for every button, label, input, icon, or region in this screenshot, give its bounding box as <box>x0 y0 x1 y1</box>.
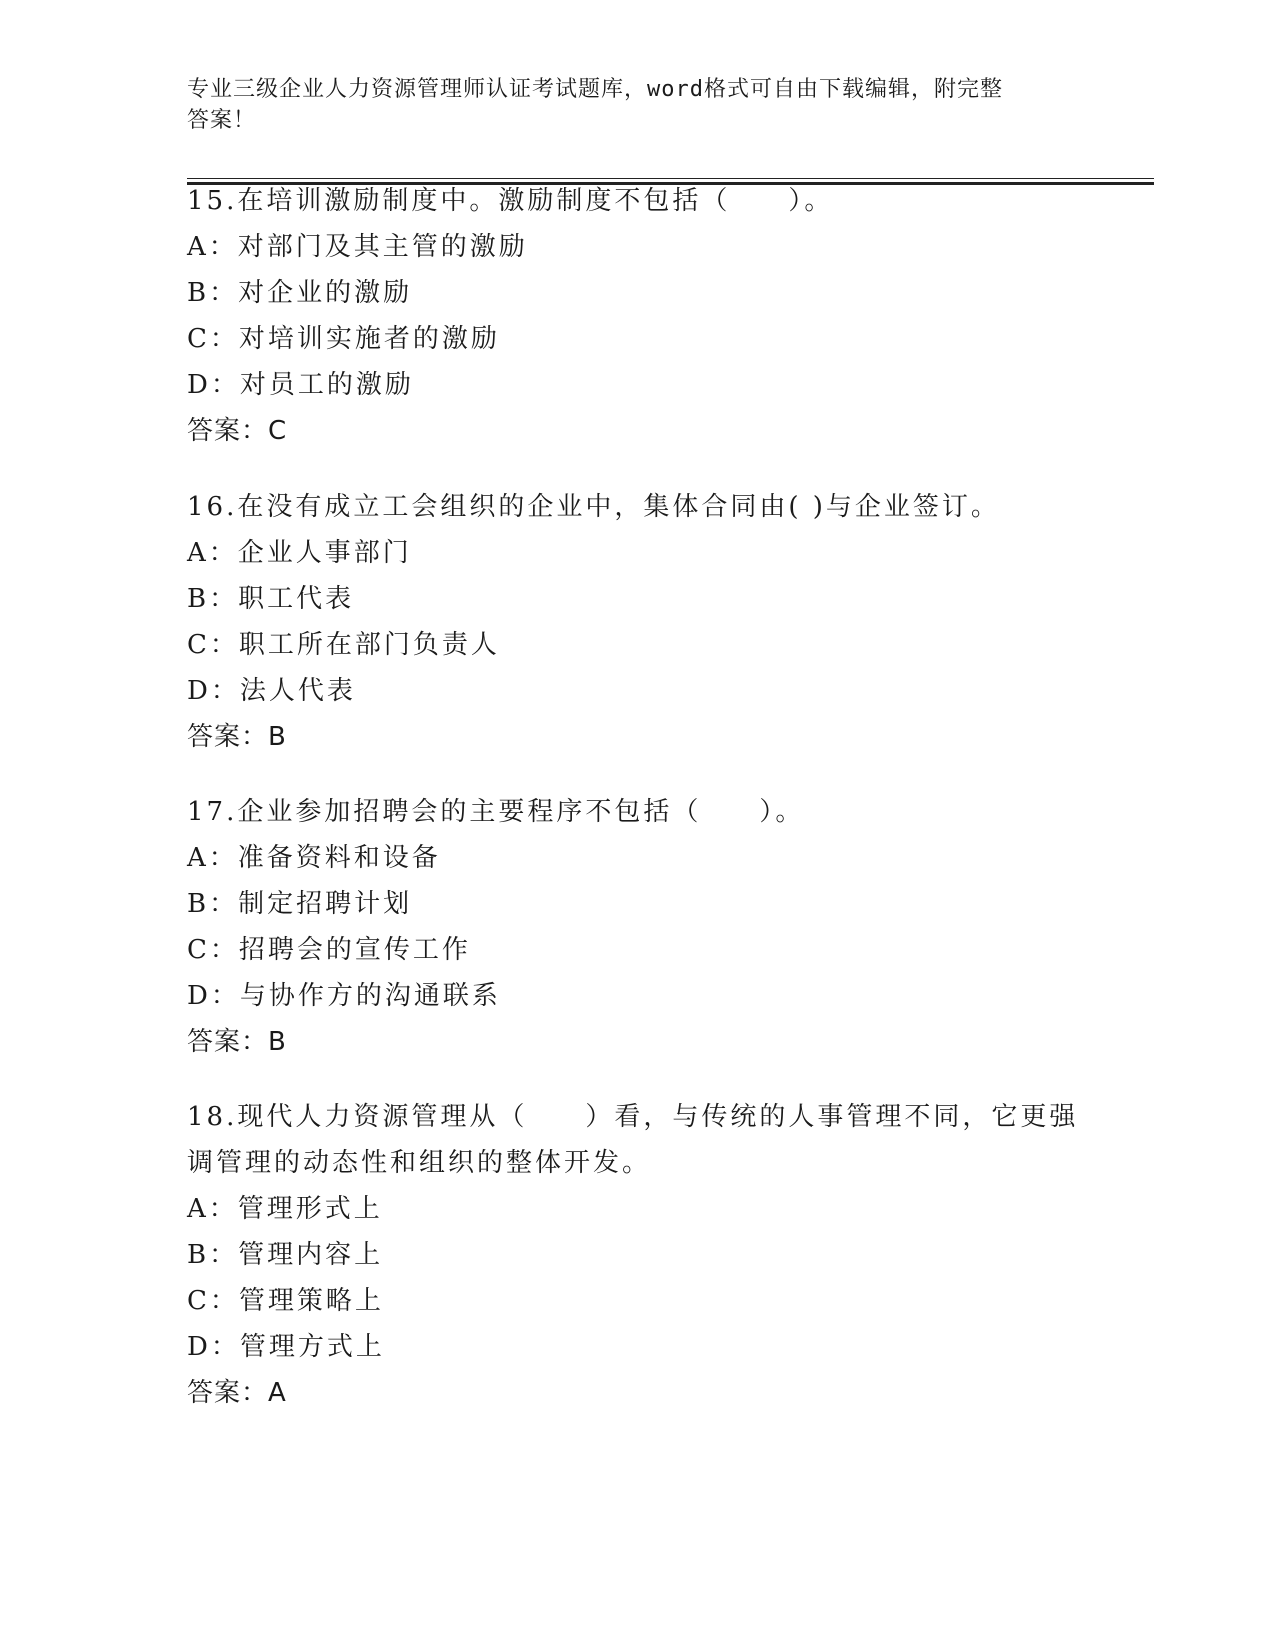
question-stem: 15.在培训激励制度中。激励制度不包括（ ）。 <box>187 186 834 216</box>
question-17 <box>187 789 1107 1065</box>
option-a: A：企业人事部门 <box>187 538 412 568</box>
option-c: C：对培训实施者的激励 <box>187 324 500 354</box>
header-line-1: 专业三级企业人力资源管理师认证考试题库，word格式可自由下载编辑，附完整 <box>187 77 1003 102</box>
option-d: D：与协作方的沟通联系 <box>187 981 501 1011</box>
option-b: B：职工代表 <box>187 584 355 614</box>
option-c: C：管理策略上 <box>187 1286 384 1316</box>
question-15 <box>187 178 1107 454</box>
question-16 <box>187 484 1107 760</box>
option-c: C：招聘会的宣传工作 <box>187 935 471 965</box>
answer: 答案：C <box>187 416 288 446</box>
answer: 答案：B <box>187 722 287 752</box>
option-c: C：职工所在部门负责人 <box>187 630 500 660</box>
option-d: D：对员工的激励 <box>187 370 414 400</box>
question-stem-line-2: 调管理的动态性和组织的整体开发。 <box>187 1148 652 1178</box>
answer: 答案：A <box>187 1378 287 1408</box>
option-d: D：管理方式上 <box>187 1332 385 1362</box>
option-a: A：对部门及其主管的激励 <box>187 232 528 262</box>
question-stem: 16.在没有成立工会组织的企业中，集体合同由( )与企业签订。 <box>187 492 1000 522</box>
option-b: B：管理内容上 <box>187 1240 384 1270</box>
option-b: B：对企业的激励 <box>187 278 413 308</box>
header-line-2: 答案！ <box>187 108 257 133</box>
question-18 <box>187 1094 1107 1416</box>
answer: 答案：B <box>187 1027 287 1057</box>
option-a: A：管理形式上 <box>187 1194 383 1224</box>
question-stem-line-1: 18.现代人力资源管理从（ ）看，与传统的人事管理不同，它更强 <box>187 1102 1079 1132</box>
document-header <box>187 74 1067 136</box>
question-stem: 17.企业参加招聘会的主要程序不包括（ ）。 <box>187 797 805 827</box>
option-b: B：制定招聘计划 <box>187 889 413 919</box>
option-a: A：准备资料和设备 <box>187 843 441 873</box>
option-d: D：法人代表 <box>187 676 356 706</box>
